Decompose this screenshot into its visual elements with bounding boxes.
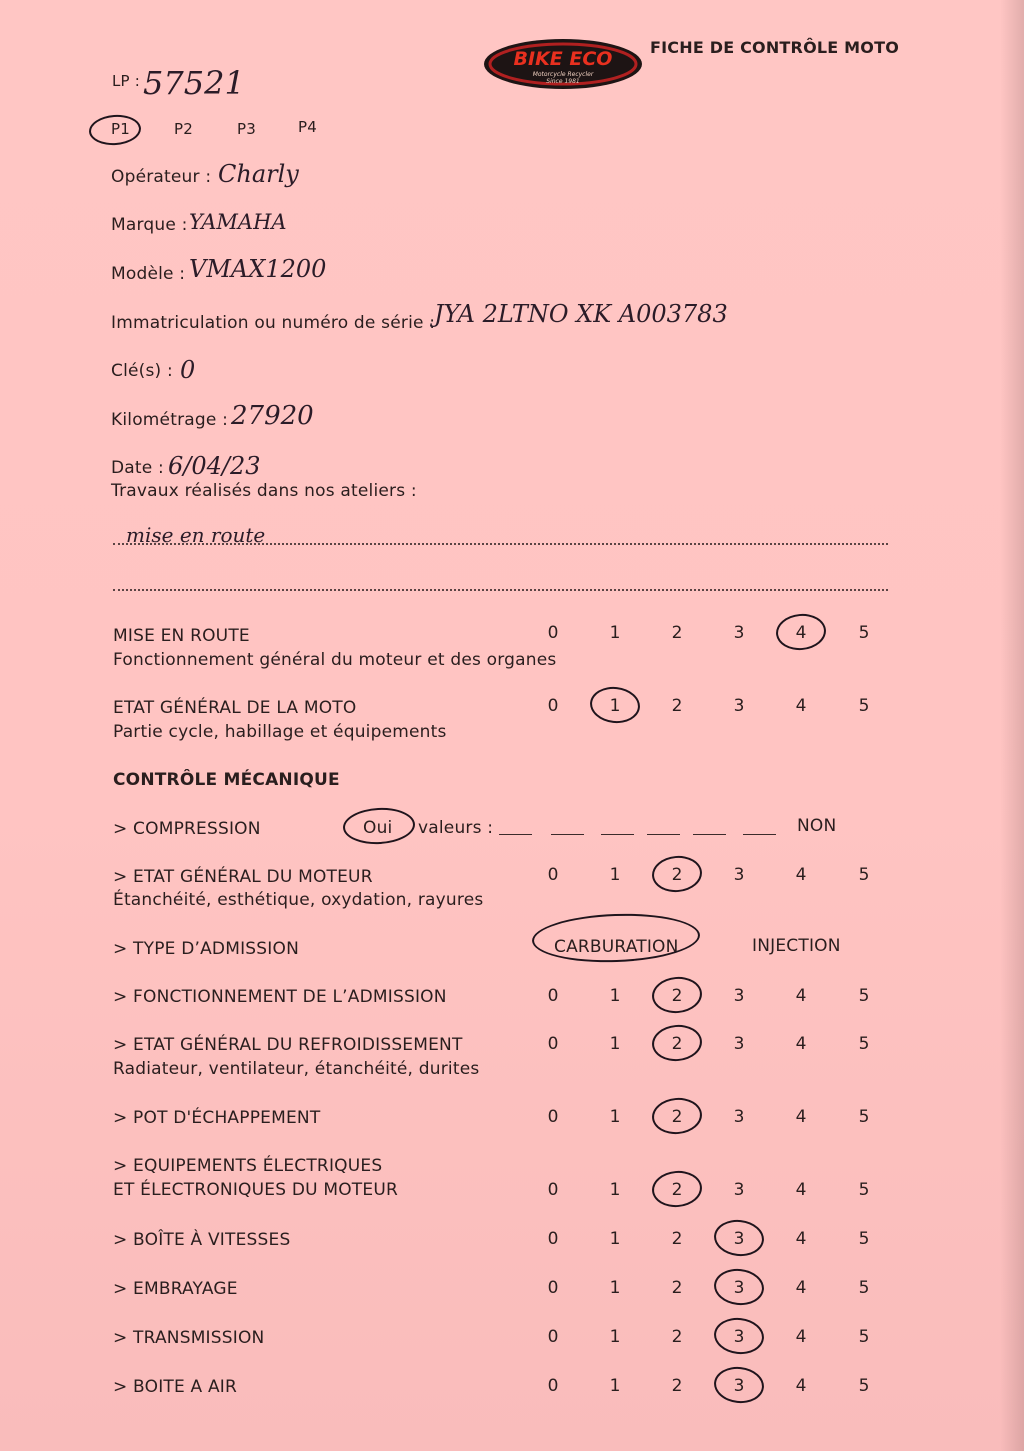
rating-option-1[interactable]: 1 bbox=[609, 986, 621, 1006]
rating-option-0[interactable]: 0 bbox=[547, 1327, 559, 1347]
rating-option-0[interactable]: 0 bbox=[547, 1034, 559, 1054]
rating-option-5[interactable]: 5 bbox=[858, 1107, 870, 1127]
rating-selection-circle bbox=[712, 1315, 765, 1356]
valeur-blank-6[interactable] bbox=[743, 834, 776, 835]
position-p1[interactable]: P1 bbox=[111, 120, 130, 138]
rating-option-4[interactable]: 4 bbox=[795, 865, 807, 885]
svg-text:Motorcycle Recycler: Motorcycle Recycler bbox=[532, 71, 594, 78]
option-carburation[interactable]: CARBURATION bbox=[554, 937, 679, 957]
lp-value[interactable]: 57521 bbox=[143, 64, 245, 102]
mise-en-route-title: MISE EN ROUTE bbox=[113, 626, 250, 646]
rating-selection-circle bbox=[588, 684, 641, 725]
rating-option-5[interactable]: 5 bbox=[858, 1180, 870, 1200]
travaux-text[interactable]: mise en route bbox=[126, 523, 266, 547]
rating-selection-circle bbox=[651, 854, 704, 894]
rating-option-3[interactable]: 3 bbox=[733, 1278, 745, 1298]
rating-option-3[interactable]: 3 bbox=[733, 1229, 745, 1249]
rating-option-4[interactable]: 4 bbox=[795, 1229, 807, 1249]
position-p2[interactable]: P2 bbox=[174, 120, 193, 138]
rating-option-5[interactable]: 5 bbox=[858, 1278, 870, 1298]
rating-option-5[interactable]: 5 bbox=[858, 1376, 870, 1396]
oui-selection-circle bbox=[342, 806, 416, 846]
rating-option-3[interactable]: 3 bbox=[733, 865, 745, 885]
bike-eco-logo bbox=[483, 38, 643, 90]
rating-option-2[interactable]: 2 bbox=[671, 986, 683, 1006]
rating-option-1[interactable]: 1 bbox=[609, 1229, 621, 1249]
rating-option-4[interactable]: 4 bbox=[795, 1107, 807, 1127]
rating-selection-circle bbox=[651, 1096, 704, 1136]
rating-option-2[interactable]: 2 bbox=[671, 1327, 683, 1347]
etat-moto-subtitle: Partie cycle, habillage et équipements bbox=[113, 722, 447, 742]
rating-option-5[interactable]: 5 bbox=[858, 623, 870, 643]
rating-option-4[interactable]: 4 bbox=[795, 1376, 807, 1396]
travaux-label: Travaux réalisés dans nos ateliers : bbox=[111, 481, 417, 501]
compression-non[interactable]: NON bbox=[797, 816, 837, 836]
rating-selection-circle bbox=[775, 612, 828, 652]
rating-option-2[interactable]: 2 bbox=[671, 1278, 683, 1298]
rating-option-2[interactable]: 2 bbox=[671, 865, 683, 885]
rating-option-4[interactable]: 4 bbox=[795, 1180, 807, 1200]
rating-selection-circle bbox=[712, 1266, 765, 1307]
rating-option-1[interactable]: 1 bbox=[609, 1107, 621, 1127]
valeurs-label: valeurs : bbox=[418, 818, 494, 838]
rating-option-0[interactable]: 0 bbox=[547, 986, 559, 1006]
marque-label: Marque : bbox=[111, 215, 188, 235]
km-value[interactable]: 27920 bbox=[231, 401, 314, 431]
cles-value[interactable]: 0 bbox=[180, 356, 196, 384]
rating-option-0[interactable]: 0 bbox=[547, 1278, 559, 1298]
modele-value[interactable]: VMAX1200 bbox=[189, 255, 327, 283]
rating-option-1[interactable]: 1 bbox=[609, 1278, 621, 1298]
rating-option-2[interactable]: 2 bbox=[671, 696, 683, 716]
rating-option-1[interactable]: 1 bbox=[609, 1034, 621, 1054]
etat-moto-title: ETAT GÉNÉRAL DE LA MOTO bbox=[113, 698, 357, 718]
valeur-blank-1[interactable] bbox=[499, 834, 532, 835]
modele-label: Modèle : bbox=[111, 264, 186, 284]
section-title-mecanique: CONTRÔLE MÉCANIQUE bbox=[113, 770, 340, 790]
electrique-title: > EQUIPEMENTS ÉLECTRIQUES bbox=[113, 1156, 383, 1176]
fonct-admission-title: > FONCTIONNEMENT DE L’ADMISSION bbox=[113, 987, 447, 1007]
operateur-value[interactable]: Charly bbox=[218, 160, 299, 188]
position-p4[interactable]: P4 bbox=[298, 118, 317, 136]
refroidissement-title: > ETAT GÉNÉRAL DU REFROIDISSEMENT bbox=[113, 1035, 463, 1055]
valeur-blank-4[interactable] bbox=[647, 834, 680, 835]
rating-option-4[interactable]: 4 bbox=[795, 1327, 807, 1347]
travaux-line-2 bbox=[113, 589, 888, 591]
rating-option-4[interactable]: 4 bbox=[795, 696, 807, 716]
form-title: FICHE DE CONTRÔLE MOTO bbox=[650, 38, 900, 57]
boite-title: > BOÎTE À VITESSES bbox=[113, 1230, 291, 1250]
marque-value[interactable]: YAMAHA bbox=[189, 210, 287, 234]
rating-option-2[interactable]: 2 bbox=[671, 1034, 683, 1054]
rating-selection-circle bbox=[651, 975, 704, 1015]
etat-moteur-title: > ETAT GÉNÉRAL DU MOTEUR bbox=[113, 867, 373, 887]
rating-option-4[interactable]: 4 bbox=[795, 623, 807, 643]
electrique-subtitle: ET ÉLECTRONIQUES DU MOTEUR bbox=[113, 1180, 398, 1200]
rating-option-5[interactable]: 5 bbox=[858, 865, 870, 885]
rating-option-3[interactable]: 3 bbox=[733, 1107, 745, 1127]
rating-option-5[interactable]: 5 bbox=[858, 696, 870, 716]
rating-option-1[interactable]: 1 bbox=[609, 865, 621, 885]
date-value[interactable]: 6/04/23 bbox=[168, 452, 261, 480]
rating-option-0[interactable]: 0 bbox=[547, 1229, 559, 1249]
embrayage-title: > EMBRAYAGE bbox=[113, 1279, 238, 1299]
rating-option-2[interactable]: 2 bbox=[671, 1180, 683, 1200]
rating-option-1[interactable]: 1 bbox=[609, 623, 621, 643]
rating-option-4[interactable]: 4 bbox=[795, 1278, 807, 1298]
rating-option-1[interactable]: 1 bbox=[609, 1180, 621, 1200]
immat-label: Immatriculation ou numéro de série : bbox=[111, 313, 436, 333]
rating-option-5[interactable]: 5 bbox=[858, 986, 870, 1006]
valeur-blank-5[interactable] bbox=[693, 834, 726, 835]
rating-option-3[interactable]: 3 bbox=[733, 696, 745, 716]
position-p3[interactable]: P3 bbox=[237, 120, 256, 138]
rating-option-5[interactable]: 5 bbox=[858, 1229, 870, 1249]
rating-option-5[interactable]: 5 bbox=[858, 1327, 870, 1347]
rating-selection-circle bbox=[712, 1217, 765, 1258]
km-label: Kilométrage : bbox=[111, 410, 229, 430]
rating-option-3[interactable]: 3 bbox=[733, 1327, 745, 1347]
boite-air-title: > BOITE A AIR bbox=[113, 1377, 238, 1397]
echappement-title: > POT D'ÉCHAPPEMENT bbox=[113, 1108, 321, 1128]
rating-option-3[interactable]: 3 bbox=[733, 1180, 745, 1200]
cles-label: Clé(s) : bbox=[111, 361, 173, 381]
rating-option-1[interactable]: 1 bbox=[609, 1376, 621, 1396]
refroidissement-subtitle: Radiateur, ventilateur, étanchéité, durites bbox=[113, 1059, 480, 1079]
etat-moteur-subtitle: Étanchéité, esthétique, oxydation, rayures bbox=[113, 890, 484, 910]
rating-option-0[interactable]: 0 bbox=[547, 865, 559, 885]
rating-option-0[interactable]: 0 bbox=[547, 1376, 559, 1396]
compression-oui[interactable]: Oui bbox=[363, 818, 393, 838]
rating-selection-circle bbox=[651, 1023, 704, 1063]
type-admission-label: > TYPE D’ADMISSION bbox=[113, 939, 300, 959]
rating-option-3[interactable]: 3 bbox=[733, 1034, 745, 1054]
rating-option-4[interactable]: 4 bbox=[795, 986, 807, 1006]
rating-option-3[interactable]: 3 bbox=[733, 986, 745, 1006]
rating-option-2[interactable]: 2 bbox=[671, 1229, 683, 1249]
rating-option-2[interactable]: 2 bbox=[671, 1376, 683, 1396]
rating-option-0[interactable]: 0 bbox=[547, 696, 559, 716]
rating-option-0[interactable]: 0 bbox=[547, 1180, 559, 1200]
svg-text:BIKE ECO: BIKE ECO bbox=[513, 48, 613, 70]
mise-en-route-subtitle: Fonctionnement général du moteur et des organes bbox=[113, 650, 557, 670]
rating-option-2[interactable]: 2 bbox=[671, 623, 683, 643]
rating-option-3[interactable]: 3 bbox=[733, 623, 745, 643]
rating-option-3[interactable]: 3 bbox=[733, 1376, 745, 1396]
p1-selection-circle bbox=[88, 113, 142, 147]
compression-label: > COMPRESSION bbox=[113, 819, 261, 839]
rating-option-2[interactable]: 2 bbox=[671, 1107, 683, 1127]
svg-text:Since 1981: Since 1981 bbox=[546, 78, 580, 85]
immat-value[interactable]: JYA 2LTNO XK A003783 bbox=[434, 300, 728, 328]
date-label: Date : bbox=[111, 458, 164, 478]
rating-selection-circle bbox=[712, 1364, 765, 1405]
option-injection[interactable]: INJECTION bbox=[752, 936, 841, 956]
transmission-title: > TRANSMISSION bbox=[113, 1328, 265, 1348]
valeur-blank-2[interactable] bbox=[551, 834, 584, 835]
operateur-label: Opérateur : bbox=[111, 167, 212, 187]
rating-option-4[interactable]: 4 bbox=[795, 1034, 807, 1054]
rating-option-5[interactable]: 5 bbox=[858, 1034, 870, 1054]
rating-selection-circle bbox=[651, 1169, 704, 1209]
rating-option-0[interactable]: 0 bbox=[547, 1107, 559, 1127]
valeur-blank-3[interactable] bbox=[601, 834, 634, 835]
rating-option-1[interactable]: 1 bbox=[609, 696, 621, 716]
page-edge-shadow bbox=[1000, 0, 1024, 1451]
rating-option-1[interactable]: 1 bbox=[609, 1327, 621, 1347]
lp-label: LP : bbox=[112, 72, 141, 90]
rating-option-0[interactable]: 0 bbox=[547, 623, 559, 643]
